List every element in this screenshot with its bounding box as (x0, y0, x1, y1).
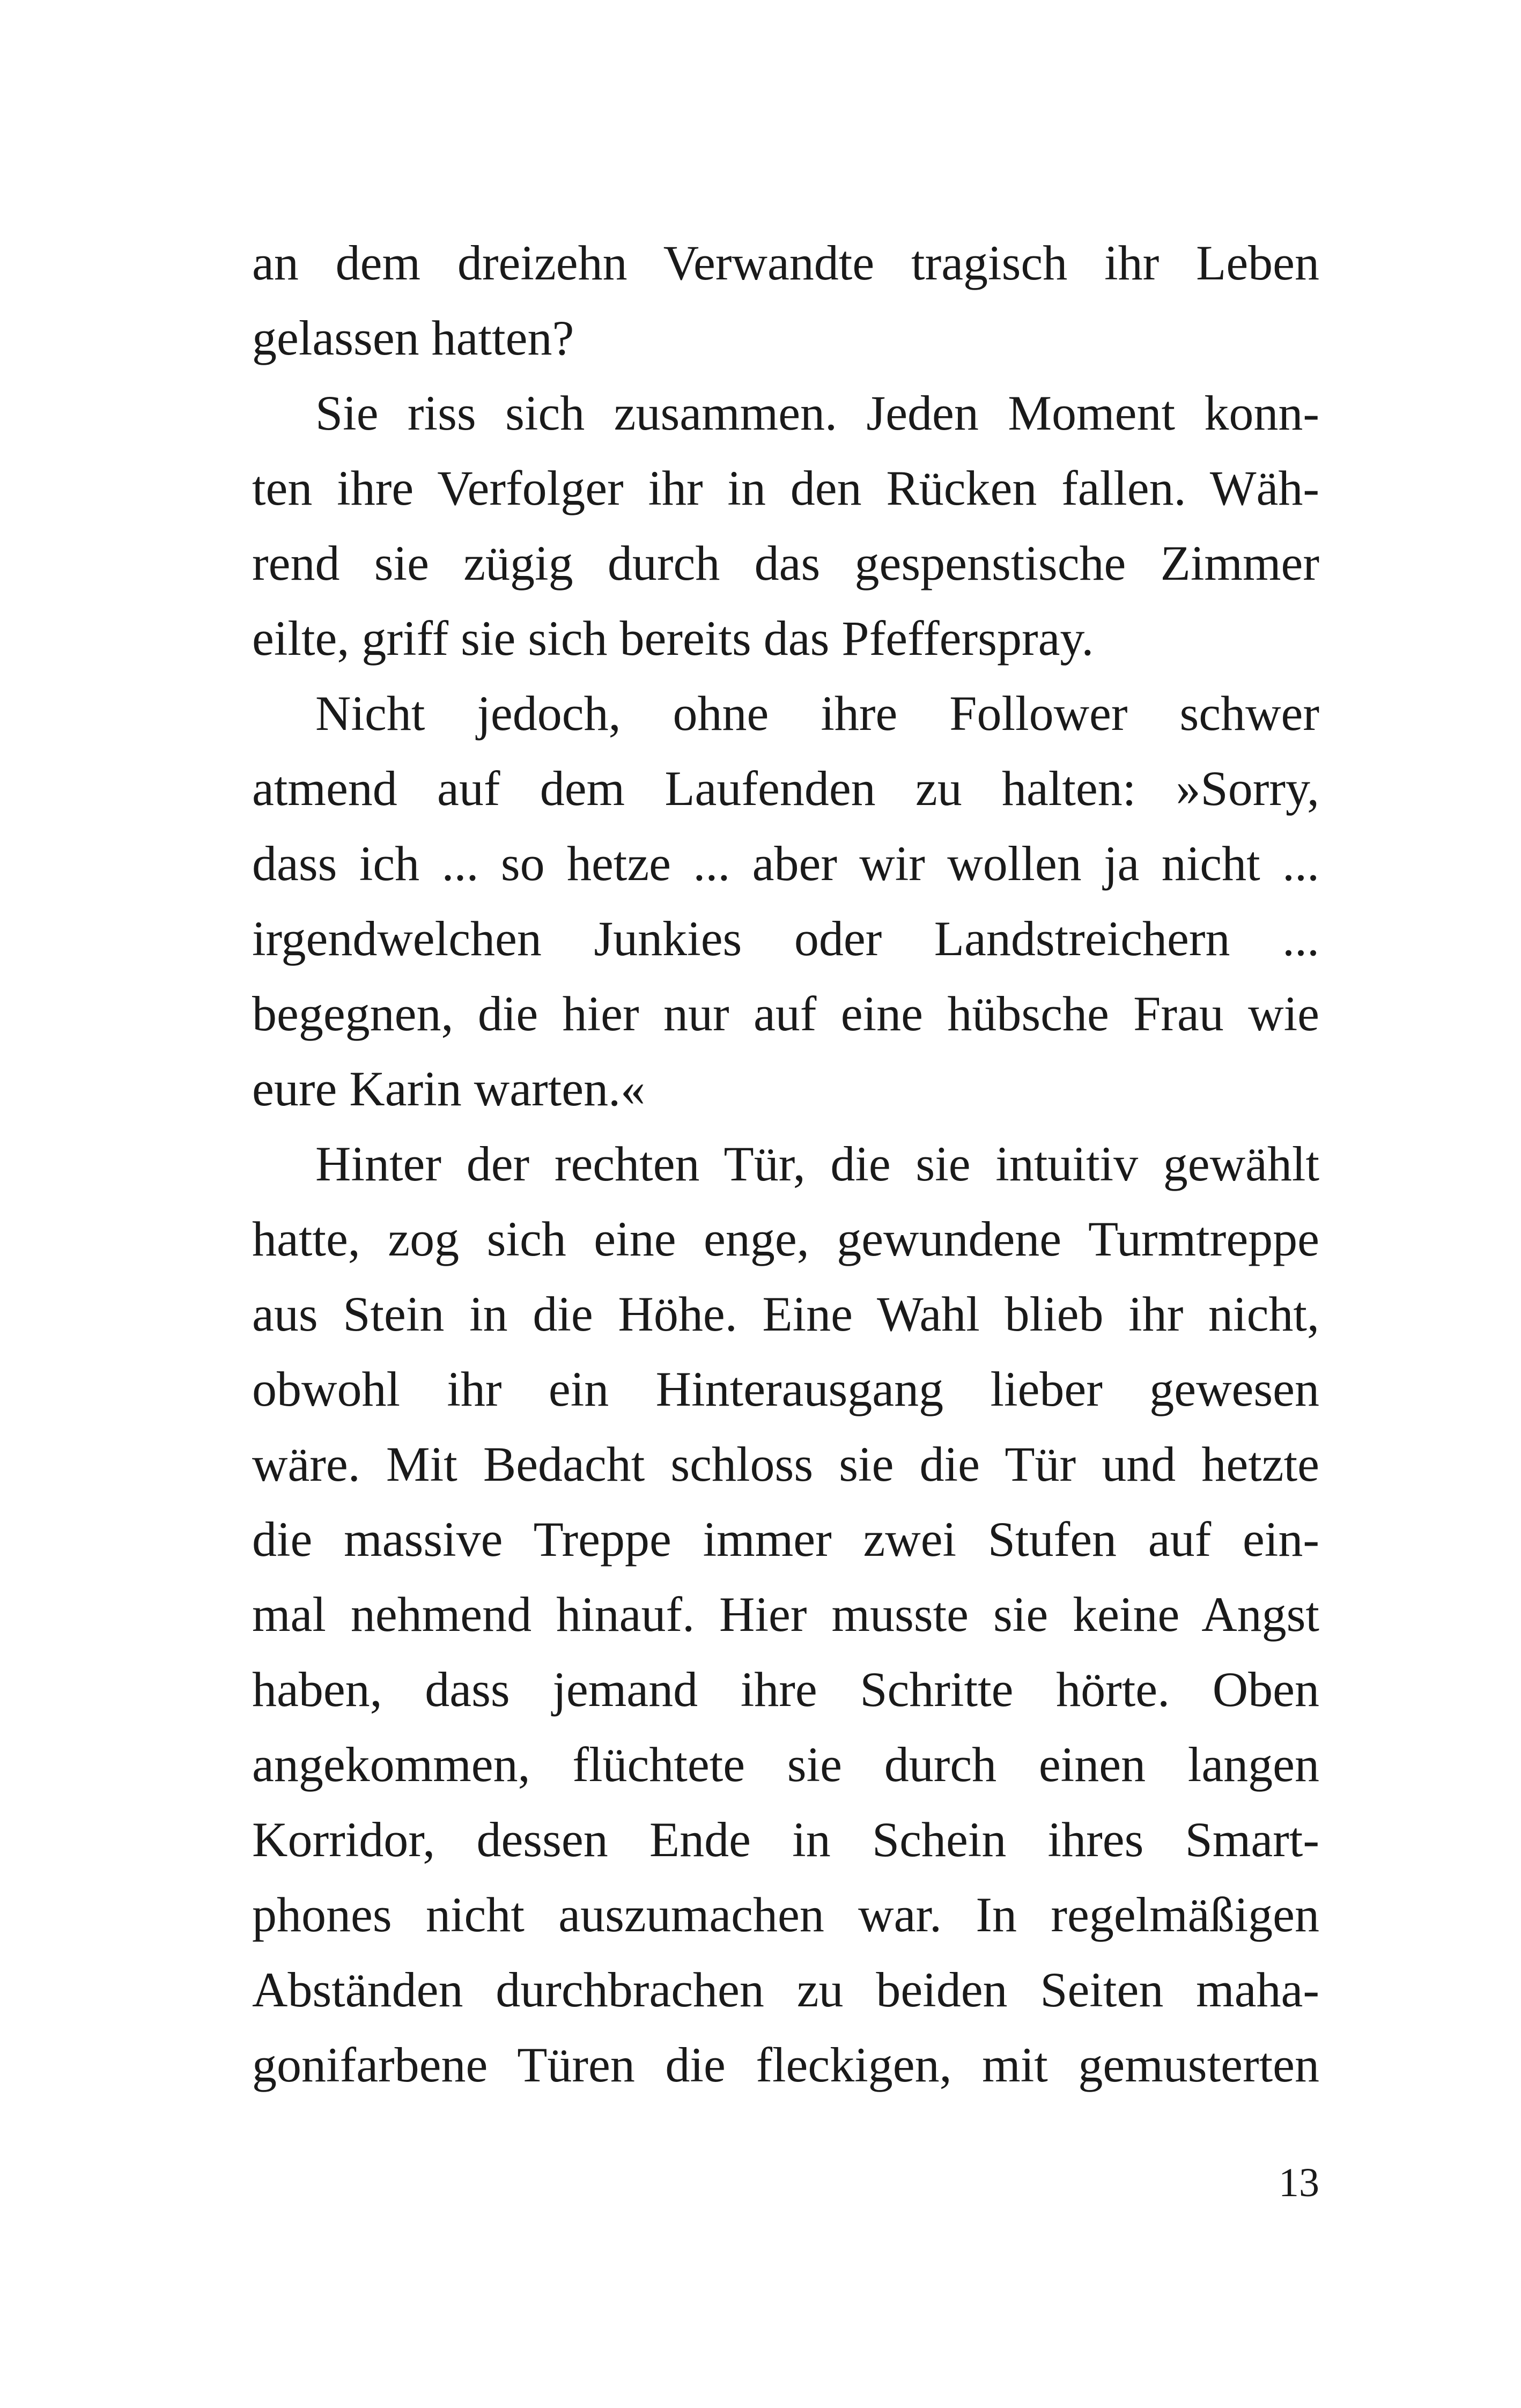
paragraph (252, 676, 1319, 1126)
text-line: obwohl ihr ein Hinterausgang lieber gewesen (252, 1362, 1319, 1416)
text-line: atmend auf dem Laufenden zu halten: »Sorry, (252, 761, 1319, 816)
text-line: begegnen, die hier nur auf eine hübsche Frau wie (252, 986, 1319, 1041)
text-line: eure Karin warten.« (252, 1061, 646, 1116)
text-line: mal nehmend hinauf. Hier musste sie keine Angst (252, 1587, 1319, 1642)
paragraph (252, 375, 1319, 676)
text-line: Korridor, dessen Ende in Schein ihres Smart- (252, 1812, 1319, 1867)
page-number: 13 (1279, 2160, 1319, 2205)
text-line: Hinter der rechten Tür, die sie intuitiv gewählt (315, 1136, 1319, 1191)
text-line: Sie riss sich zusammen. Jeden Moment konn- (315, 386, 1319, 440)
text-line: irgendwelchen Junkies oder Landstreichern ... (252, 911, 1319, 966)
text-line: Nicht jedoch, ohne ihre Follower schwer (315, 686, 1319, 741)
page-body (252, 225, 1319, 2102)
paragraph (252, 225, 1319, 375)
text-line: eilte, griff sie sich bereits das Pfefferspray. (252, 611, 1094, 666)
text-line: dass ich ... so hetze ... aber wir wollen ja nicht ... (252, 836, 1319, 891)
text-line: gonifarbene Türen die fleckigen, mit gemusterten (252, 2037, 1319, 2092)
text-line: Abständen durchbrachen zu beiden Seiten maha- (252, 1962, 1319, 2017)
text-line: phones nicht auszumachen war. In regelmäßigen (252, 1887, 1319, 1942)
text-line: ten ihre Verfolger ihr in den Rücken fallen. Wäh- (252, 461, 1319, 515)
text-line: rend sie zügig durch das gespenstische Zimmer (252, 536, 1319, 590)
text-line: aus Stein in die Höhe. Eine Wahl blieb ihr nicht, (252, 1287, 1319, 1341)
text-line: angekommen, flüchtete sie durch einen langen (252, 1737, 1319, 1792)
paragraph (252, 1126, 1319, 2102)
text-line: an dem dreizehn Verwandte tragisch ihr Leben (252, 235, 1319, 290)
text-line: wäre. Mit Bedacht schloss sie die Tür und hetzte (252, 1437, 1319, 1491)
text-line: gelassen hatten? (252, 311, 574, 365)
text-line: haben, dass jemand ihre Schritte hörte. Oben (252, 1662, 1319, 1717)
text-line: hatte, zog sich eine enge, gewundene Turmtreppe (252, 1212, 1319, 1266)
text-line: die massive Treppe immer zwei Stufen auf ein- (252, 1512, 1319, 1567)
